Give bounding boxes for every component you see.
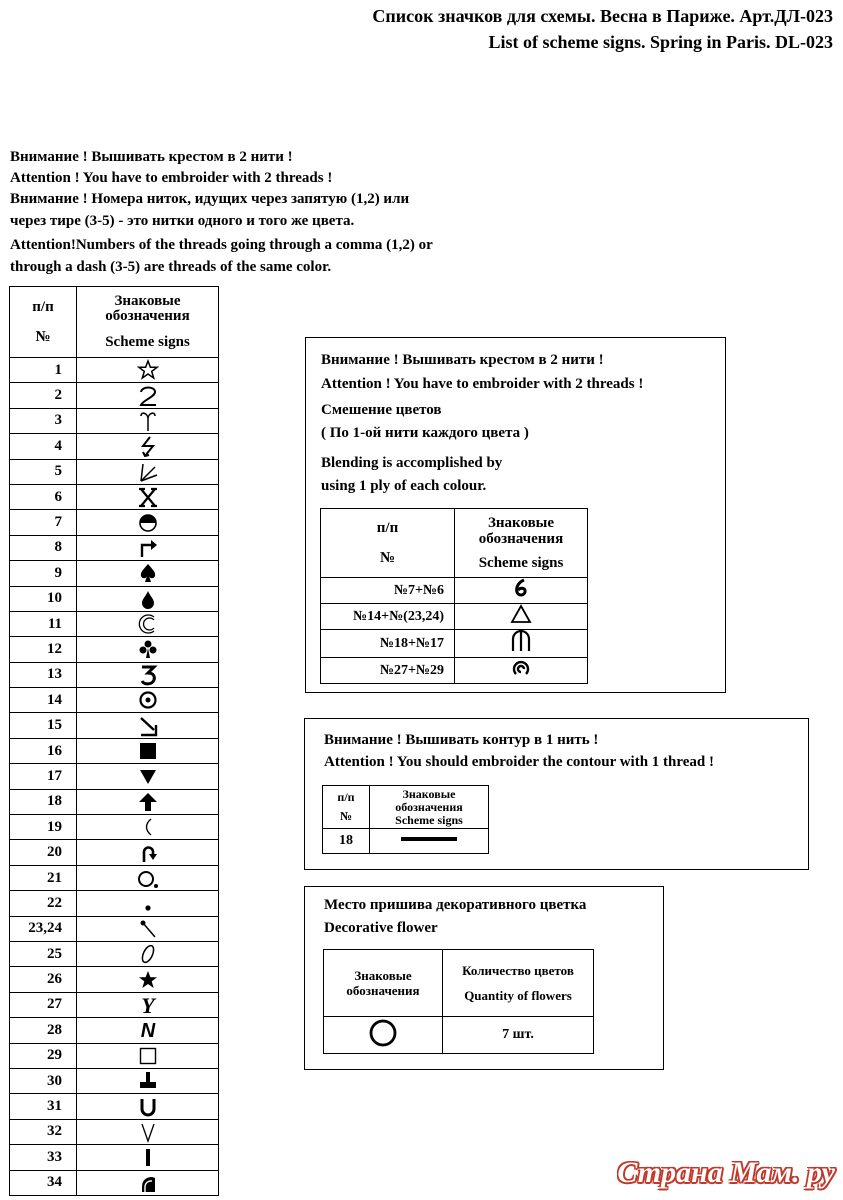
- drop-icon: [77, 586, 219, 611]
- flower-line: Место пришива декоративного цветка: [324, 897, 587, 913]
- page-title-ru: Список значков для схемы. Весна в Париже. Арт.ДЛ-023: [372, 6, 833, 26]
- sign-row: [10, 459, 219, 484]
- up-arrow-icon: [77, 789, 219, 814]
- watermark-logo: Страна Мам. ру: [617, 1156, 835, 1189]
- letter-u-icon: [77, 1094, 219, 1119]
- svg-text:Y: Y: [140, 993, 155, 1016]
- blend-header-number-bottom: №: [379, 550, 396, 566]
- header-sign: [77, 287, 219, 358]
- blend-line: using 1 ply of each colour.: [321, 478, 487, 494]
- blend-header-sign-bottom: Scheme signs: [478, 555, 564, 571]
- sign-row: [10, 637, 219, 662]
- letter-v-icon: [77, 1119, 219, 1144]
- sign-row: [10, 941, 219, 966]
- sign-row: [10, 1018, 219, 1043]
- sign-row: [10, 865, 219, 890]
- flower-header-quantity-line: Quantity of flowers: [464, 988, 572, 1003]
- page-title-en: List of scheme signs. Spring in Paris. DL-023: [488, 32, 833, 52]
- blend-line: Смешение цветов: [321, 402, 442, 418]
- arrow-fan-icon: [77, 459, 219, 484]
- lightning-icon: [77, 434, 219, 459]
- header-number-bottom: №: [35, 329, 51, 345]
- spade-icon: [77, 561, 219, 586]
- sign-row: [10, 967, 219, 992]
- sign-row: [10, 815, 219, 840]
- blend-header-number: [321, 509, 455, 578]
- sign-row: [10, 434, 219, 459]
- contour-number: 18: [323, 829, 370, 854]
- blend-row: [321, 578, 588, 604]
- intro-line: Внимание ! Вышивать крестом в 2 нити !: [10, 149, 293, 165]
- header-number-top: п/п: [32, 299, 54, 315]
- sign-number: 12: [10, 637, 77, 662]
- sign-number: 30: [10, 1068, 77, 1093]
- flower-header-sign-line: Знаковые: [354, 968, 412, 983]
- intro-line: Attention!Numbers of the threads going through a comma (1,2) or: [10, 237, 433, 253]
- blending-box: [305, 337, 726, 693]
- digit-two-icon: [77, 383, 219, 408]
- sign-row: [10, 1094, 219, 1119]
- trident-icon: [455, 630, 588, 658]
- blend-header-number-top: п/п: [376, 520, 399, 536]
- flower-row: [324, 1017, 594, 1054]
- square-outline-icon: [77, 1043, 219, 1068]
- header-number: [10, 287, 77, 358]
- decorative-flower-table: [323, 949, 594, 1054]
- contour-header-number-bottom: №: [339, 809, 353, 823]
- sign-number: 34: [10, 1170, 77, 1195]
- blend-row: [321, 604, 588, 630]
- letter-y-icon: [77, 992, 219, 1017]
- blend-combo: №27+№29: [321, 658, 455, 684]
- sign-number: 27: [10, 992, 77, 1017]
- double-c-icon: [77, 611, 219, 636]
- pin-icon: [77, 916, 219, 941]
- blend-line: Attention ! You have to embroider with 2 threads !: [321, 376, 644, 392]
- sign-row: [10, 789, 219, 814]
- blend-combo: №18+№17: [321, 630, 455, 658]
- circle-with-dot-icon: [77, 865, 219, 890]
- intro-line: Attention ! You have to embroider with 2 threads !: [10, 170, 333, 186]
- contour-table: [322, 785, 489, 854]
- digit-three-icon: [77, 662, 219, 687]
- sign-row: [10, 891, 219, 916]
- contour-header-number-top: п/п: [337, 790, 355, 804]
- sign-number: 11: [10, 611, 77, 636]
- star-outline-icon: [77, 358, 219, 383]
- sign-number: 2: [10, 383, 77, 408]
- sign-number: 10: [10, 586, 77, 611]
- sign-number: 5: [10, 459, 77, 484]
- blend-line: Внимание ! Вышивать крестом в 2 нити !: [321, 352, 604, 368]
- aries-icon: [77, 408, 219, 433]
- sign-row: [10, 992, 219, 1017]
- letter-n-icon: [77, 1018, 219, 1043]
- sign-number: 8: [10, 535, 77, 560]
- intro-line: Внимание ! Номера ниток, идущих через запятую (1,2) или: [10, 191, 410, 207]
- sign-row: [10, 1119, 219, 1144]
- contour-header-sign-line: обозначения: [395, 799, 463, 814]
- sign-number: 17: [10, 764, 77, 789]
- sign-row: [10, 662, 219, 687]
- parenthesis-icon: [77, 815, 219, 840]
- sign-number: 22: [10, 891, 77, 916]
- stamp-icon: [77, 1068, 219, 1093]
- sign-row: [10, 358, 219, 383]
- contour-header-sign-line: Scheme signs: [395, 812, 463, 827]
- contour-line: Attention ! You should embroider the contour with 1 thread !: [324, 754, 715, 770]
- down-triangle-icon: [77, 764, 219, 789]
- sign-row: [10, 586, 219, 611]
- blend-combo: №14+№(23,24): [321, 604, 455, 630]
- triangle-outline-icon: [455, 604, 588, 630]
- sign-row: [10, 408, 219, 433]
- svg-text:N: N: [140, 1020, 155, 1042]
- contour-line: Внимание ! Вышивать контур в 1 нить !: [324, 732, 599, 748]
- sign-row: [10, 1068, 219, 1093]
- scheme-signs-table: [9, 286, 219, 1196]
- return-arrow-icon: [77, 840, 219, 865]
- flower-quantity: 7 шт.: [443, 1017, 594, 1054]
- sign-number: 1: [10, 358, 77, 383]
- slanted-zero-icon: [77, 941, 219, 966]
- blending-table: [320, 508, 588, 684]
- sign-number: 28: [10, 1018, 77, 1043]
- sign-row: [10, 383, 219, 408]
- sign-row: [10, 688, 219, 713]
- sign-number: 29: [10, 1043, 77, 1068]
- intro-line: через тире (3-5) - это нитки одного и того же цвета.: [10, 213, 355, 229]
- sign-number: 6: [10, 484, 77, 509]
- sign-row: [10, 1170, 219, 1195]
- sign-number: 33: [10, 1145, 77, 1170]
- sign-number: 25: [10, 941, 77, 966]
- flower-header-quantity-line: Количество цветов: [462, 963, 574, 978]
- sign-row: [10, 713, 219, 738]
- sign-row: [10, 535, 219, 560]
- sign-number: 21: [10, 865, 77, 890]
- sign-row: [10, 561, 219, 586]
- sign-number: 32: [10, 1119, 77, 1144]
- flower-header-sign: [324, 950, 443, 1017]
- header-sign-bottom: Scheme signs: [105, 334, 190, 350]
- blend-combo: №7+№6: [321, 578, 455, 604]
- decorative-flower-box: [304, 886, 664, 1070]
- filled-star-icon: [77, 967, 219, 992]
- small-dot-icon: [77, 891, 219, 916]
- sign-number: 26: [10, 967, 77, 992]
- sign-row: [10, 764, 219, 789]
- blend-row: [321, 658, 588, 684]
- flower-header-sign-line: обозначения: [346, 983, 420, 998]
- bar-icon: [77, 1145, 219, 1170]
- sign-row: [10, 916, 219, 941]
- large-circle-icon: [324, 1017, 443, 1054]
- sign-number: 15: [10, 713, 77, 738]
- sign-row: [10, 1043, 219, 1068]
- sign-number: 16: [10, 738, 77, 763]
- sign-row: [10, 840, 219, 865]
- blend-line: ( По 1-ой нити каждого цвета ): [321, 425, 529, 441]
- intro-line: through a dash (3-5) are threads of the same color.: [10, 259, 332, 275]
- sign-row: [10, 611, 219, 636]
- contour-box: [304, 718, 809, 870]
- sign-row: [10, 510, 219, 535]
- sign-number: 14: [10, 688, 77, 713]
- sign-row: [10, 738, 219, 763]
- contour-row: [323, 829, 489, 854]
- sign-row: [10, 484, 219, 509]
- blend-header-sign: [455, 509, 588, 578]
- flower-header-quantity: [443, 950, 594, 1017]
- header-sign-top: Знаковые обозначения: [105, 293, 190, 324]
- sign-number: 13: [10, 662, 77, 687]
- sign-number: 4: [10, 434, 77, 459]
- blend-header-sign-top: Знаковые обозначения: [478, 515, 564, 547]
- blend-line: Blending is accomplished by: [321, 455, 503, 471]
- blend-row: [321, 630, 588, 658]
- six-icon: [455, 578, 588, 604]
- half-circle-icon: [77, 510, 219, 535]
- sign-number: 23,24: [10, 916, 77, 941]
- sign-number: 3: [10, 408, 77, 433]
- quarter-circle-icon: [77, 1170, 219, 1195]
- filled-square-icon: [77, 738, 219, 763]
- sign-number: 31: [10, 1094, 77, 1119]
- sign-row: [10, 1145, 219, 1170]
- x-letter-icon: [77, 484, 219, 509]
- spiral-icon: [455, 658, 588, 684]
- sign-number: 7: [10, 510, 77, 535]
- sign-number: 19: [10, 815, 77, 840]
- thick-line-icon: [370, 829, 489, 854]
- sign-number: 9: [10, 561, 77, 586]
- contour-header-sign-line: Знаковые: [402, 786, 456, 801]
- club-icon: [77, 637, 219, 662]
- sign-number: 20: [10, 840, 77, 865]
- circle-dot-icon: [77, 688, 219, 713]
- sign-number: 18: [10, 789, 77, 814]
- flower-line: Decorative flower: [324, 920, 438, 936]
- contour-header-sign: [370, 786, 489, 829]
- turn-arrow-icon: [77, 535, 219, 560]
- contour-header-number: [323, 786, 370, 829]
- corner-arrow-icon: [77, 713, 219, 738]
